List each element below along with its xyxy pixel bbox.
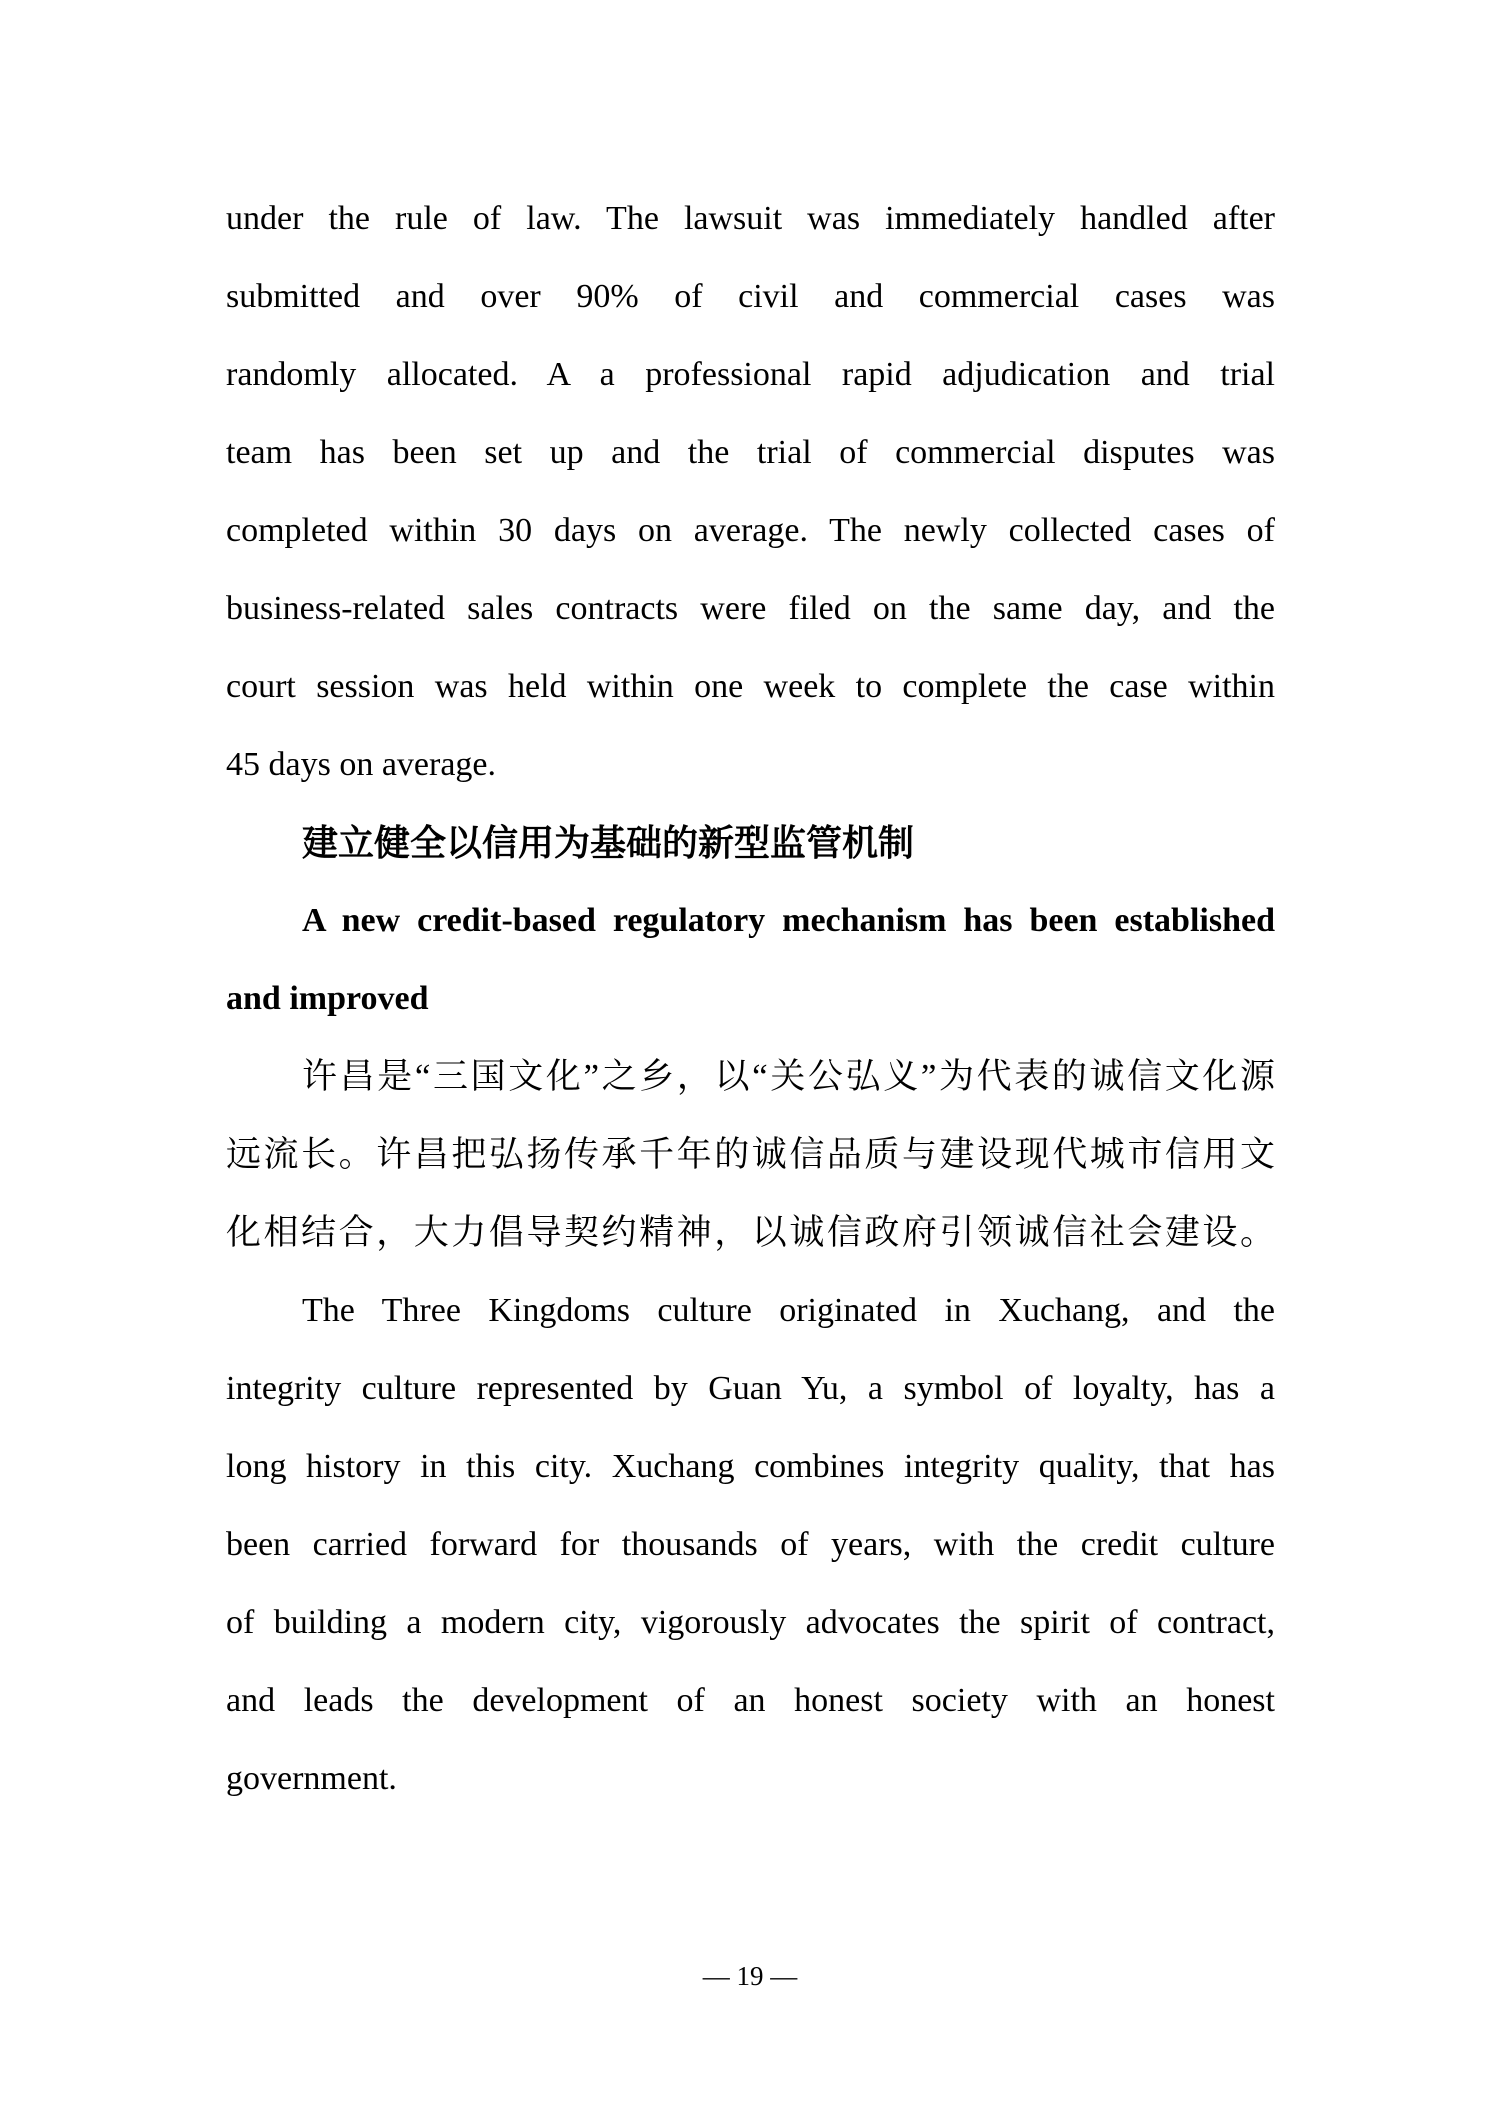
heading-line: and improved — [226, 980, 429, 1017]
heading-line: 建立健全以信用为基础的新型监管机制 — [302, 822, 915, 863]
text-line: of building a modern city, vigorously advocates the spirit of contract, — [226, 1604, 1275, 1641]
page-number: — 19 — — [702, 1961, 798, 1991]
text-line: court session was held within one week to complete the case within — [226, 668, 1275, 705]
text-line: under the rule of law. The lawsuit was immediately handled after — [226, 200, 1275, 237]
text-line: 远流长。许昌把弘扬传承千年的诚信品质与建设现代城市信用文 — [226, 1135, 1275, 1174]
text-line: long history in this city. Xuchang combines integrity quality, that has — [226, 1448, 1275, 1485]
text-line: completed within 30 days on average. The newly collected cases of — [226, 512, 1275, 549]
text-line: randomly allocated. A a professional rapid adjudication and trial — [226, 356, 1275, 393]
paragraph-english-1 — [226, 180, 1275, 804]
page-footer — [0, 1956, 1500, 1996]
text-line: submitted and over 90% of civil and commercial cases was — [226, 278, 1275, 315]
text-line: integrity culture represented by Guan Yu, a symbol of loyalty, has a — [226, 1370, 1275, 1407]
text-line: 45 days on average. — [226, 746, 497, 783]
text-line: government. — [226, 1760, 397, 1797]
text-line: team has been set up and the trial of commercial disputes was — [226, 434, 1275, 471]
text-line: been carried forward for thousands of years, with the credit culture — [226, 1526, 1275, 1563]
text-line: The Three Kingdoms culture originated in Xuchang, and the — [302, 1292, 1275, 1329]
text-line: 许昌是“三国文化”之乡，以“关公弘义”为代表的诚信文化源 — [302, 1057, 1275, 1096]
heading-line: A new credit-based regulatory mechanism has been established — [302, 902, 1275, 939]
document-body — [226, 180, 1275, 1818]
text-line: business-related sales contracts were filed on the same day, and the — [226, 590, 1275, 627]
text-line: 化相结合，大力倡导契约精神，以诚信政府引领诚信社会建设。 — [226, 1213, 1275, 1252]
section-heading-english — [226, 882, 1275, 1038]
section-heading-chinese — [226, 804, 1275, 882]
paragraph-english-2 — [226, 1272, 1275, 1818]
paragraph-chinese — [226, 1038, 1275, 1272]
text-line: and leads the development of an honest society with an honest — [226, 1682, 1275, 1719]
